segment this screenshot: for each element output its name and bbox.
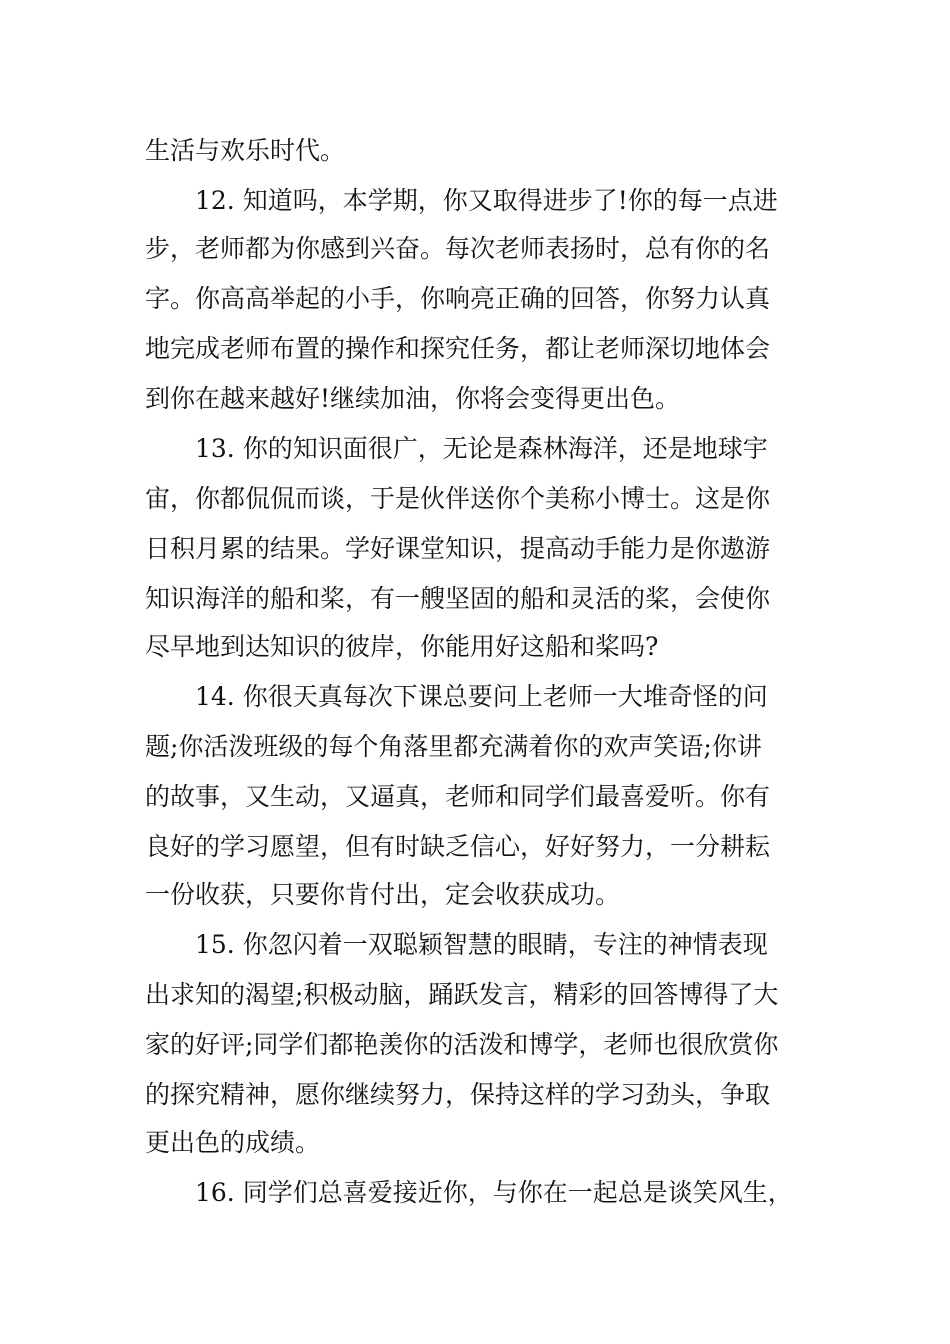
text-line: 地完成老师布置的操作和探究任务，都让老师深切地体会	[145, 334, 771, 363]
text-line: 字。你高高举起的小手，你响亮正确的回答，你努力认真	[145, 284, 771, 313]
text-line: 良好的学习愿望，但有时缺乏信心，好好努力，一分耕耘	[145, 832, 771, 861]
text-line: 一份收获，只要你肯付出，定会收获成功。	[145, 880, 621, 909]
text-line: 题;你活泼班级的每个角落里都充满着你的欢声笑语;你讲	[145, 732, 762, 761]
text-line: 更出色的成绩。	[145, 1128, 321, 1157]
text-line: 知识海洋的船和桨，有一艘坚固的船和灵活的桨，会使你	[145, 584, 771, 613]
text-line: 出求知的渴望;积极动脑，踊跃发言，精彩的回答博得了大	[145, 980, 779, 1009]
paragraph-15-line: 15. 你忽闪着一双聪颖智慧的眼睛，专注的神情表现	[195, 930, 768, 959]
text-line: 日积月累的结果。学好课堂知识，提高动手能力是你遨游	[145, 534, 771, 563]
text-line: 步，老师都为你感到兴奋。每次老师表扬时，总有你的名	[145, 234, 771, 263]
paragraph-16-line: 16. 同学们总喜爱接近你，与你在一起总是谈笑风生，	[195, 1178, 793, 1207]
paragraph-14-line: 14. 你很天真每次下课总要问上老师一大堆奇怪的问	[195, 682, 768, 711]
paragraph-12-line: 12. 知道吗，本学期，你又取得进步了!你的每一点进	[195, 186, 778, 215]
text-line: 的探究精神，愿你继续努力，保持这样的学习劲头，争取	[145, 1080, 771, 1109]
text-line: 家的好评;同学们都艳羡你的活泼和博学，老师也很欣赏你	[145, 1030, 779, 1059]
text-line: 的故事，又生动，又逼真，老师和同学们最喜爱听。你有	[145, 782, 771, 811]
paragraph-13-line: 13. 你的知识面很广，无论是森林海洋，还是地球宇	[195, 434, 768, 463]
text-line: 宙，你都侃侃而谈，于是伙伴送你个美称小博士。这是你	[145, 484, 771, 513]
text-line: 到你在越来越好!继续加油，你将会变得更出色。	[145, 384, 681, 413]
text-line: 尽早地到达知识的彼岸，你能用好这船和桨吗?	[145, 632, 659, 661]
text-line: 生活与欢乐时代。	[145, 136, 346, 165]
